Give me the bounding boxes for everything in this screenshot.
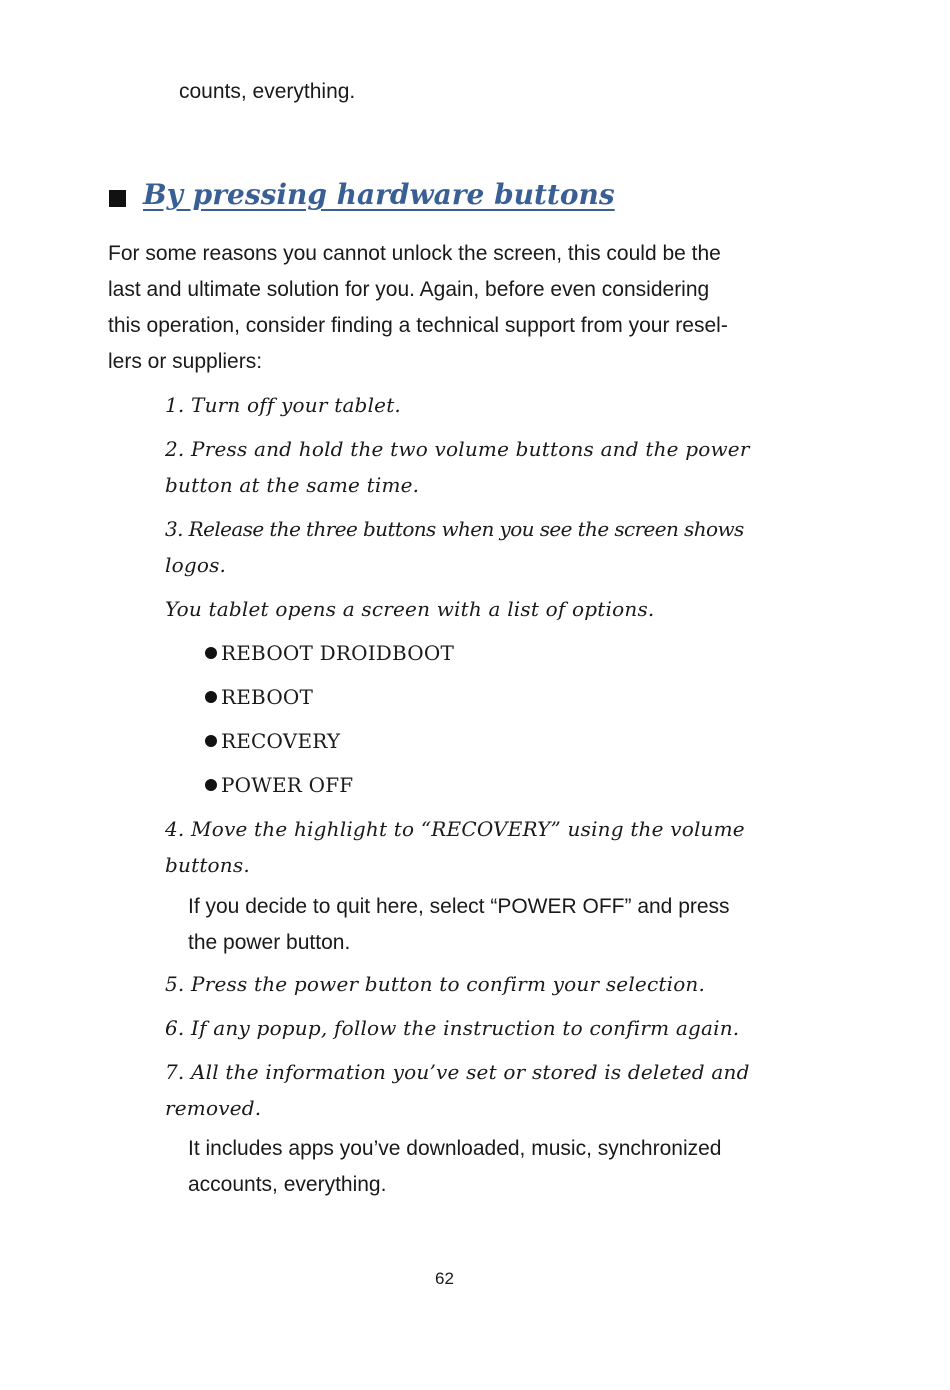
step-6: 6. If any popup, follow the instruction to confirm again. [165,1016,740,1040]
option-label: REBOOT [221,685,314,709]
option-label: RECOVERY [221,729,341,753]
intro-line-3: this operation, consider finding a technical support from your resel- [108,314,728,337]
step-4-note-line-1: If you decide to quit here, select “POWER OFF” and press [188,895,730,918]
options-intro: You tablet opens a screen with a list of options. [165,597,655,621]
square-bullet-icon [109,190,126,207]
option-label: REBOOT DROIDBOOT [221,641,455,665]
step-7-note-line-2: accounts, everything. [188,1173,387,1196]
option-item [205,729,340,753]
step-3-line-1: 3. Release the three buttons when you see the screen shows [165,517,744,541]
bullet-dot-icon [205,735,217,747]
step-4-note-line-2: the power button. [188,931,351,954]
step-2-line-1: 2. Press and hold the two volume buttons and the power [165,437,750,461]
step-4-line-1: 4. Move the highlight to “RECOVERY” using the volume [165,817,745,841]
step-3-line-2: logos. [165,553,227,577]
step-7-line-2: removed. [165,1096,262,1120]
step-1: 1. Turn off your tablet. [165,393,401,417]
bullet-dot-icon [205,647,217,659]
page-number: 62 [435,1269,454,1288]
step-7-line-1: 7. All the information you’ve set or stored is deleted and [165,1060,750,1084]
intro-line-2: last and ultimate solution for you. Again, before even considering [108,278,710,301]
option-item [205,641,454,665]
option-item [205,773,353,797]
continued-text: counts, everything. [179,80,356,103]
step-2-line-2: button at the same time. [165,473,420,497]
section-heading: By pressing hardware buttons [143,178,615,211]
option-item [205,685,313,709]
option-label: POWER OFF [221,773,354,797]
intro-line-4: lers or suppliers: [108,350,263,373]
step-4-line-2: buttons. [165,853,250,877]
step-5: 5. Press the power button to confirm your selection. [165,972,706,996]
step-7-note-line-1: It includes apps you’ve downloaded, music, synchronized [188,1137,722,1160]
bullet-dot-icon [205,691,217,703]
intro-line-1: For some reasons you cannot unlock the screen, this could be the [108,242,721,265]
bullet-dot-icon [205,779,217,791]
